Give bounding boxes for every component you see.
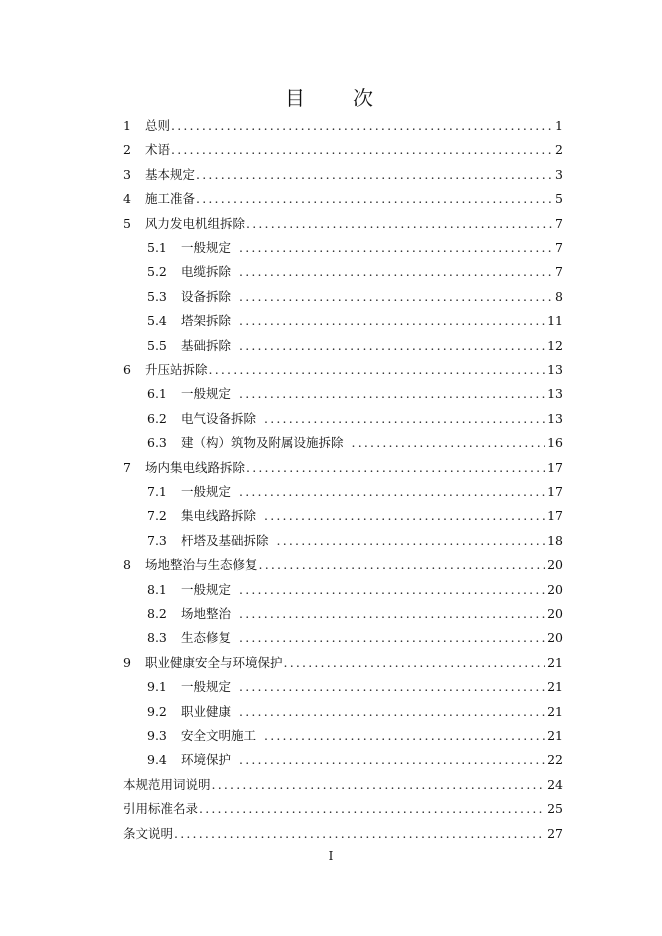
toc-dot-leader: [239, 238, 553, 258]
toc-entry[interactable]: [123, 824, 563, 844]
toc-dot-leader: [239, 262, 553, 282]
toc-entry-number: 7.1: [147, 484, 167, 499]
toc-entry[interactable]: [123, 799, 563, 819]
toc-entry[interactable]: [123, 409, 563, 429]
toc-entry-page: 24: [547, 776, 563, 792]
toc-entry[interactable]: [123, 214, 563, 234]
toc-entry-number: 8.1: [147, 581, 167, 597]
toc-entry-page: 7: [555, 264, 563, 280]
toc-entry[interactable]: [123, 116, 563, 136]
toc-entry-number: 7: [123, 459, 131, 475]
toc-dot-leader: [196, 165, 553, 185]
toc-entry-page: 2: [555, 142, 563, 158]
toc-dot-leader: [239, 311, 545, 331]
toc-entry-label: 场地整治: [181, 606, 232, 621]
toc-entry[interactable]: [123, 653, 563, 673]
toc-entry-number: 7.2: [147, 508, 167, 524]
toc-entry-number: 9.4: [147, 752, 167, 768]
toc-dot-leader: [259, 555, 546, 575]
toc-entry-number: 5.1: [147, 240, 167, 255]
toc-entry-number: 6: [123, 362, 131, 377]
toc-entry[interactable]: [123, 726, 563, 746]
toc-entry-page: 16: [547, 435, 563, 451]
toc-entry-number: 5.2: [147, 264, 167, 280]
toc-entry-number: 2: [123, 142, 131, 158]
toc-entry-number: 6.1: [147, 386, 167, 402]
toc-entry-label: 一般规定: [181, 484, 232, 499]
toc-entry-label: 建（构）筑物及附属设施拆除: [181, 435, 344, 451]
toc-entry-number: 9.2: [147, 703, 167, 719]
toc-entry-page: 13: [547, 386, 563, 402]
toc-entry[interactable]: [123, 262, 563, 282]
toc-entry-label: 一般规定: [181, 581, 232, 597]
toc-entry-page: 1: [555, 118, 563, 133]
toc-entry-page: 3: [555, 166, 563, 182]
toc-entry[interactable]: [123, 628, 563, 648]
toc-entry[interactable]: [123, 189, 563, 209]
toc-entry-number: 8.3: [147, 630, 167, 646]
toc-entry-page: 5: [555, 191, 563, 207]
toc-entry-number: 5: [123, 215, 131, 231]
toc-entry-page: 21: [547, 703, 563, 719]
toc-dot-leader: [199, 799, 545, 819]
toc-dot-leader: [239, 604, 545, 624]
toc-dot-leader: [239, 580, 545, 600]
toc-dot-leader: [264, 726, 545, 746]
toc-dot-leader: [246, 214, 553, 234]
toc-entry-page: 8: [555, 288, 563, 304]
toc-dot-leader: [239, 287, 553, 307]
toc-entry-label: 基础拆除: [181, 337, 232, 353]
toc-entry[interactable]: [123, 677, 563, 697]
toc-dot-leader: [239, 482, 545, 502]
toc-dot-leader: [277, 531, 546, 551]
toc-entry[interactable]: [123, 384, 563, 404]
toc-entry[interactable]: [123, 702, 563, 722]
toc-entry-page: 18: [547, 532, 563, 548]
toc-entry[interactable]: [123, 433, 563, 453]
toc-entry-number: 6.3: [147, 435, 167, 451]
toc-entry-label: 风力发电机组拆除: [145, 215, 246, 231]
toc-entry-page: 17: [547, 459, 563, 475]
page-title: 目 次: [285, 86, 387, 110]
toc-entry-label: 集电线路拆除: [181, 508, 257, 524]
toc-entry-number: 9.3: [147, 728, 167, 743]
toc-entry-page: 20: [547, 557, 563, 573]
toc-entry-label: 杆塔及基础拆除: [181, 532, 269, 548]
toc-entry[interactable]: [123, 336, 563, 356]
toc-dot-leader: [171, 116, 553, 136]
toc-entry-label: 职业健康安全与环境保护: [145, 654, 283, 670]
toc-entry-label: 术语: [145, 142, 171, 158]
toc-entry[interactable]: [123, 531, 563, 551]
toc-entry-number: 5.3: [147, 288, 167, 304]
toc-entry-page: 20: [547, 630, 563, 646]
toc-entry-page: 27: [547, 825, 563, 841]
toc-entry-page: 17: [547, 508, 563, 524]
toc-entry-page: 13: [547, 410, 563, 426]
toc-dot-leader: [212, 775, 546, 795]
toc-dot-leader: [246, 458, 545, 478]
toc-entry-page: 7: [555, 215, 563, 231]
toc-entry-label: 一般规定: [181, 240, 232, 255]
toc-entry-page: 21: [547, 728, 563, 743]
toc-entry-label: 升压站拆除: [145, 362, 208, 377]
toc-entry-page: 13: [547, 362, 563, 377]
toc-entry-number: 4: [123, 191, 131, 207]
toc-entry-label: 职业健康: [181, 703, 232, 719]
toc-entry-page: 17: [547, 484, 563, 499]
toc-entry-number: 7.3: [147, 532, 167, 548]
toc-entry-page: 21: [547, 679, 563, 695]
toc-entry-label: 一般规定: [181, 679, 232, 695]
toc-entry-number: 9: [123, 654, 131, 670]
toc-entry-number: 6.2: [147, 410, 167, 426]
toc-dot-leader: [239, 336, 545, 356]
toc-entry[interactable]: [123, 311, 563, 331]
toc-entry[interactable]: [123, 165, 563, 185]
toc-entry-number: 8.2: [147, 606, 167, 621]
toc-entry-label: 设备拆除: [181, 288, 232, 304]
toc-entry-number: 3: [123, 166, 131, 182]
toc-dot-leader: [196, 189, 553, 209]
toc-entry[interactable]: [123, 775, 563, 795]
toc-entry-label: 本规范用词说明: [123, 776, 211, 792]
toc-entry-label: 场内集电线路拆除: [145, 459, 246, 475]
toc-entry-number: 9.1: [147, 679, 167, 695]
toc-entry-label: 安全文明施工: [181, 728, 257, 743]
toc-entry-page: 11: [547, 313, 563, 329]
toc-entry-label: 施工准备: [145, 191, 196, 207]
toc-entry-label: 一般规定: [181, 386, 232, 402]
toc-entry-page: 22: [547, 752, 563, 768]
toc-entry[interactable]: [123, 580, 563, 600]
toc-dot-leader: [239, 702, 545, 722]
toc-entry-page: 12: [547, 337, 563, 353]
toc-dot-leader: [239, 750, 545, 770]
toc-entry[interactable]: [123, 482, 563, 502]
toc-entry-label: 电缆拆除: [181, 264, 232, 280]
toc-entry-number: 8: [123, 557, 131, 573]
toc-entry[interactable]: [123, 140, 563, 160]
toc-dot-leader: [239, 677, 545, 697]
toc-dot-leader: [239, 384, 545, 404]
toc-entry[interactable]: [123, 360, 563, 380]
toc-entry[interactable]: [123, 506, 563, 526]
toc-entry-label: 环境保护: [181, 752, 232, 768]
toc-dot-leader: [239, 628, 545, 648]
toc-dot-leader: [264, 506, 545, 526]
toc-entry[interactable]: [123, 238, 563, 258]
toc-entry[interactable]: [123, 555, 563, 575]
toc-entry[interactable]: [123, 458, 563, 478]
toc-entry-label: 引用标准名录: [123, 801, 199, 817]
toc-entry-label: 条文说明: [123, 825, 174, 841]
toc-entry-label: 塔架拆除: [181, 313, 232, 329]
toc-entry[interactable]: [123, 604, 563, 624]
toc-dot-leader: [174, 824, 545, 844]
toc-dot-leader: [209, 360, 546, 380]
toc-entry-label: 基本规定: [145, 166, 196, 182]
toc-entry-label: 电气设备拆除: [181, 410, 257, 426]
toc-entry-page: 20: [547, 606, 563, 621]
toc-entry-page: 25: [547, 801, 563, 817]
toc-entry-label: 场地整治与生态修复: [145, 557, 258, 573]
toc-entry-label: 生态修复: [181, 630, 232, 646]
toc-entry[interactable]: [123, 287, 563, 307]
toc-entry-label: 总则: [145, 118, 171, 133]
footer-page-number: I: [328, 849, 334, 863]
toc-dot-leader: [284, 653, 546, 673]
toc-entry-number: 5.5: [147, 337, 167, 353]
toc-entry-page: 20: [547, 581, 563, 597]
toc-dot-leader: [171, 140, 553, 160]
toc-entry-page: 7: [555, 240, 563, 255]
toc-entry-number: 5.4: [147, 313, 167, 329]
toc-entry[interactable]: [123, 750, 563, 770]
toc-entry-page: 21: [547, 654, 563, 670]
toc-dot-leader: [264, 409, 545, 429]
toc-dot-leader: [352, 433, 546, 453]
toc-entry-number: 1: [123, 118, 131, 133]
